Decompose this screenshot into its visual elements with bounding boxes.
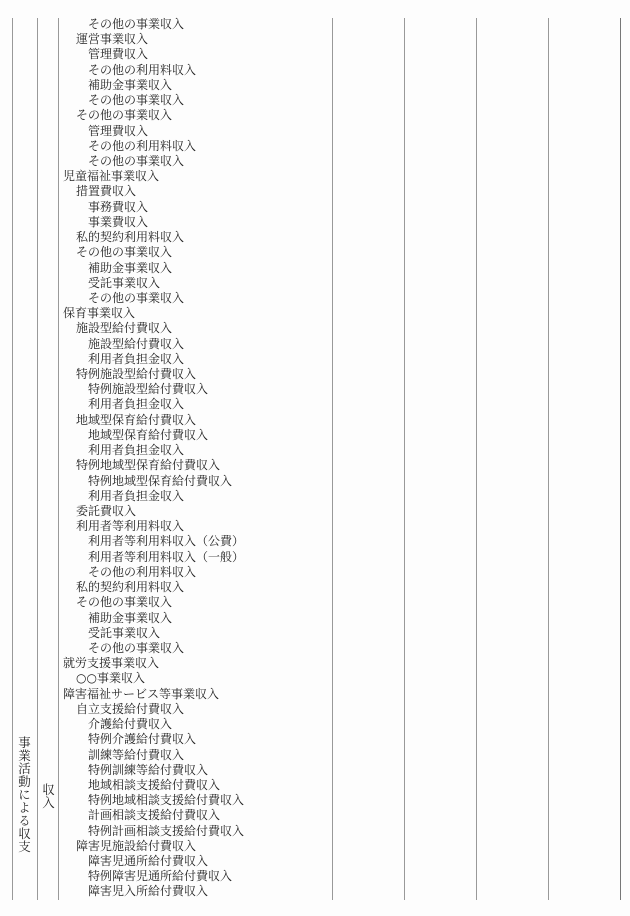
account-item-row: 障害福祉サービス等事業収入 (63, 686, 220, 701)
account-item-row: 受託事業収入 (88, 275, 161, 290)
account-item-row: 利用者負担金収入 (88, 488, 185, 503)
account-item-list (58, 17, 332, 900)
account-item-row: 地域相談支援給付費収入 (88, 777, 221, 792)
account-item-row: その他の利用料収入 (88, 138, 197, 153)
account-item-row: 事業費収入 (88, 214, 149, 229)
account-item-row: その他の利用料収入 (88, 62, 197, 77)
account-item-row: 管理費収入 (88, 47, 149, 62)
account-item-row: 利用者等利用料収入（一般） (88, 549, 245, 564)
account-item-row: 特例地域型保育給付費収入 (76, 458, 221, 473)
account-item-row: 自立支援給付費収入 (76, 701, 185, 716)
subsection-label: 収入 (40, 783, 56, 809)
account-item-row: 補助金事業収入 (88, 77, 173, 92)
account-item-row: 特例訓練等給付費収入 (88, 762, 209, 777)
account-item-row: 児童福祉事業収入 (63, 169, 160, 184)
account-item-row: 委託費収入 (76, 504, 137, 518)
account-item-row: その他の事業収入 (88, 17, 185, 31)
account-item-row: 施設型給付費収入 (76, 321, 173, 336)
table-divider-col1 (332, 18, 333, 900)
table-border-left (12, 18, 13, 900)
table-divider-section (37, 18, 38, 900)
account-item-row: 受託事業収入 (88, 625, 161, 640)
account-item-row: 地域型保育給付費収入 (76, 412, 197, 427)
table-divider-col2 (404, 18, 405, 900)
account-item-row: 訓練等給付費収入 (88, 747, 185, 762)
account-item-row: ○○事業収入 (76, 671, 145, 686)
account-item-row: 利用者負担金収入 (88, 397, 185, 412)
table-divider-col4 (548, 18, 549, 900)
account-item-row: その他の利用料収入 (88, 564, 197, 579)
account-item-row: 私的契約利用料収入 (76, 580, 185, 595)
account-item-row: 特例施設型給付費収入 (88, 382, 209, 397)
account-item-row: 事務費収入 (88, 199, 149, 214)
account-item-row: 就労支援事業収入 (63, 656, 160, 671)
account-item-row: 保育事業収入 (63, 306, 136, 321)
account-item-row: 措置費収入 (76, 184, 137, 199)
account-item-row: 利用者等利用料収入 (76, 519, 185, 534)
account-item-row: 計画相談支援給付費収入 (88, 808, 221, 823)
account-item-row: 補助金事業収入 (88, 610, 173, 625)
account-item-row: 特例障害児通所給付費収入 (88, 869, 233, 884)
account-item-row: 特例地域相談支援給付費収入 (88, 793, 245, 808)
account-item-row: その他の事業収入 (76, 595, 173, 610)
account-item-row: 介護給付費収入 (88, 717, 173, 732)
table-divider-col3 (476, 18, 477, 900)
table-border-right (620, 18, 621, 900)
account-item-row: 特例計画相談支援給付費収入 (88, 823, 245, 838)
account-item-row: 運営事業収入 (76, 32, 149, 47)
account-item-row: その他の事業収入 (76, 108, 173, 123)
account-item-row: 障害児施設給付費収入 (76, 838, 197, 853)
account-item-row: 特例介護給付費収入 (88, 732, 197, 747)
account-item-row: 利用者負担金収入 (88, 351, 185, 366)
account-item-row: 特例地域型保育給付費収入 (88, 473, 233, 488)
section-label: 事業活動による収支 (16, 736, 32, 853)
account-item-row: 管理費収入 (88, 123, 149, 138)
account-item-row: その他の事業収入 (88, 640, 185, 655)
account-item-row: その他の事業収入 (88, 153, 185, 168)
account-item-row: 私的契約利用料収入 (76, 230, 185, 245)
account-item-row: その他の事業収入 (88, 290, 185, 305)
account-item-row: 利用者負担金収入 (88, 443, 185, 458)
account-item-row: 地域型保育給付費収入 (88, 427, 209, 442)
account-item-row: 障害児入所給付費収入 (88, 884, 209, 899)
account-item-row: 特例施設型給付費収入 (76, 367, 197, 382)
account-item-row: 施設型給付費収入 (88, 336, 185, 351)
account-item-row: その他の事業収入 (76, 245, 173, 260)
account-item-row: 障害児通所給付費収入 (88, 854, 209, 869)
account-item-row: その他の事業収入 (88, 93, 185, 108)
account-item-row: 利用者等利用料収入（公費） (88, 534, 245, 549)
account-item-row: 補助金事業収入 (88, 260, 173, 275)
